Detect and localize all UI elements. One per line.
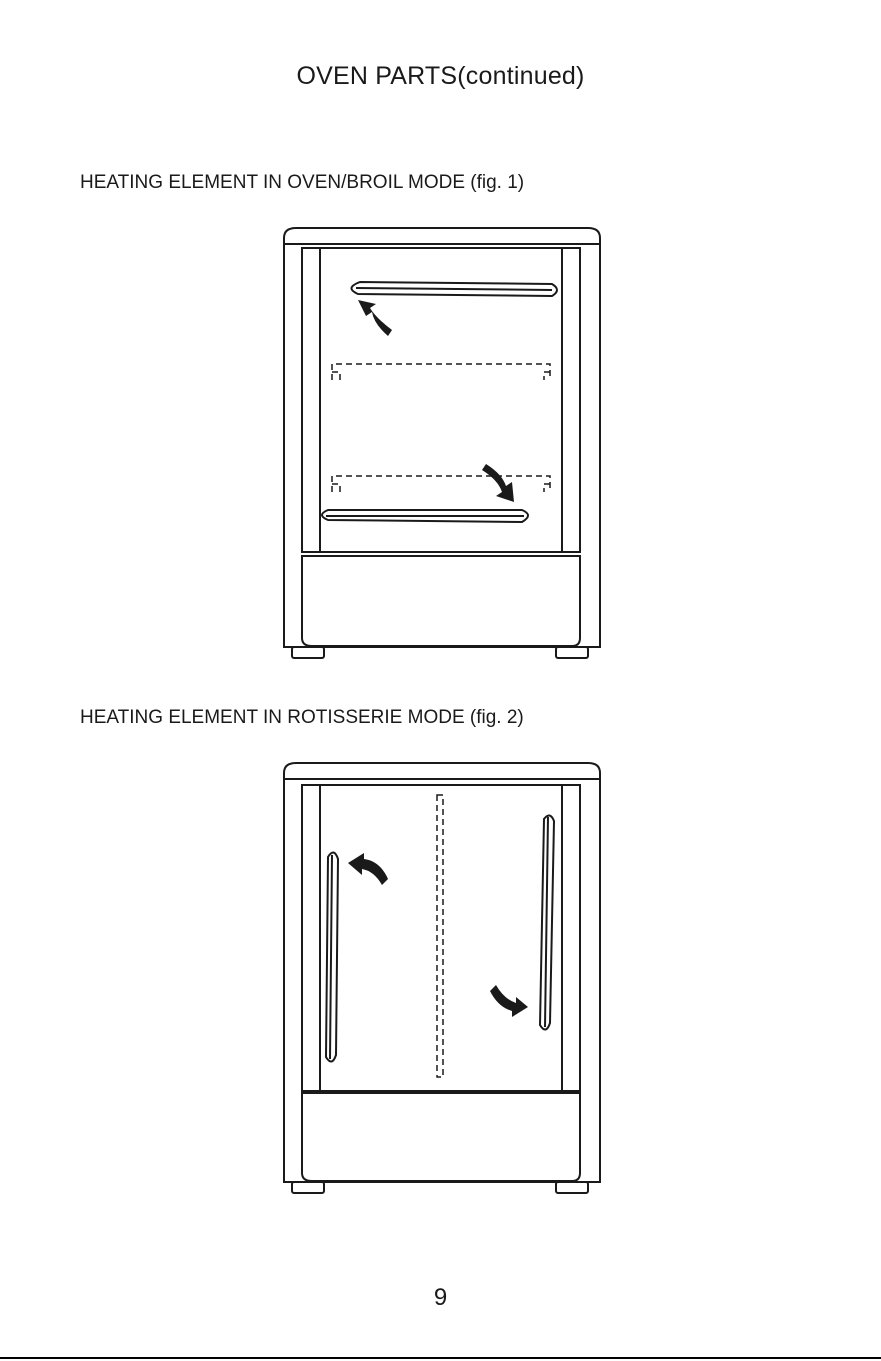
arrow-right-icon (490, 985, 528, 1017)
top-heating-element (351, 282, 557, 296)
page-number: 9 (433, 1284, 448, 1311)
oven-feet (292, 647, 588, 658)
oven-feet (292, 1182, 588, 1193)
oven-cabinet (284, 228, 600, 647)
figure-1-caption: HEATING ELEMENT IN OVEN/BROIL MODE (fig. 1) (80, 172, 525, 193)
bottom-heating-element (322, 510, 528, 522)
arrow-up-icon (358, 300, 392, 336)
wire-rack-upper (332, 364, 550, 380)
rotisserie-spit (437, 795, 443, 1077)
figure-2-caption: HEATING ELEMENT IN ROTISSERIE MODE (fig. 2) (80, 707, 524, 728)
figure-1-oven-broil-diagram (270, 220, 610, 665)
wire-rack-lower (332, 476, 550, 492)
arrow-down-icon (482, 464, 514, 502)
oven-broil-illustration (270, 220, 610, 665)
right-heating-element (540, 815, 554, 1029)
figure-2-rotisserie-diagram (270, 755, 610, 1200)
arrow-left-icon (348, 853, 388, 885)
bottom-rule (0, 1357, 881, 1359)
oven-rotisserie-illustration (270, 755, 610, 1200)
left-heating-element (326, 852, 338, 1061)
page-title: OVEN PARTS(continued) (296, 62, 585, 90)
